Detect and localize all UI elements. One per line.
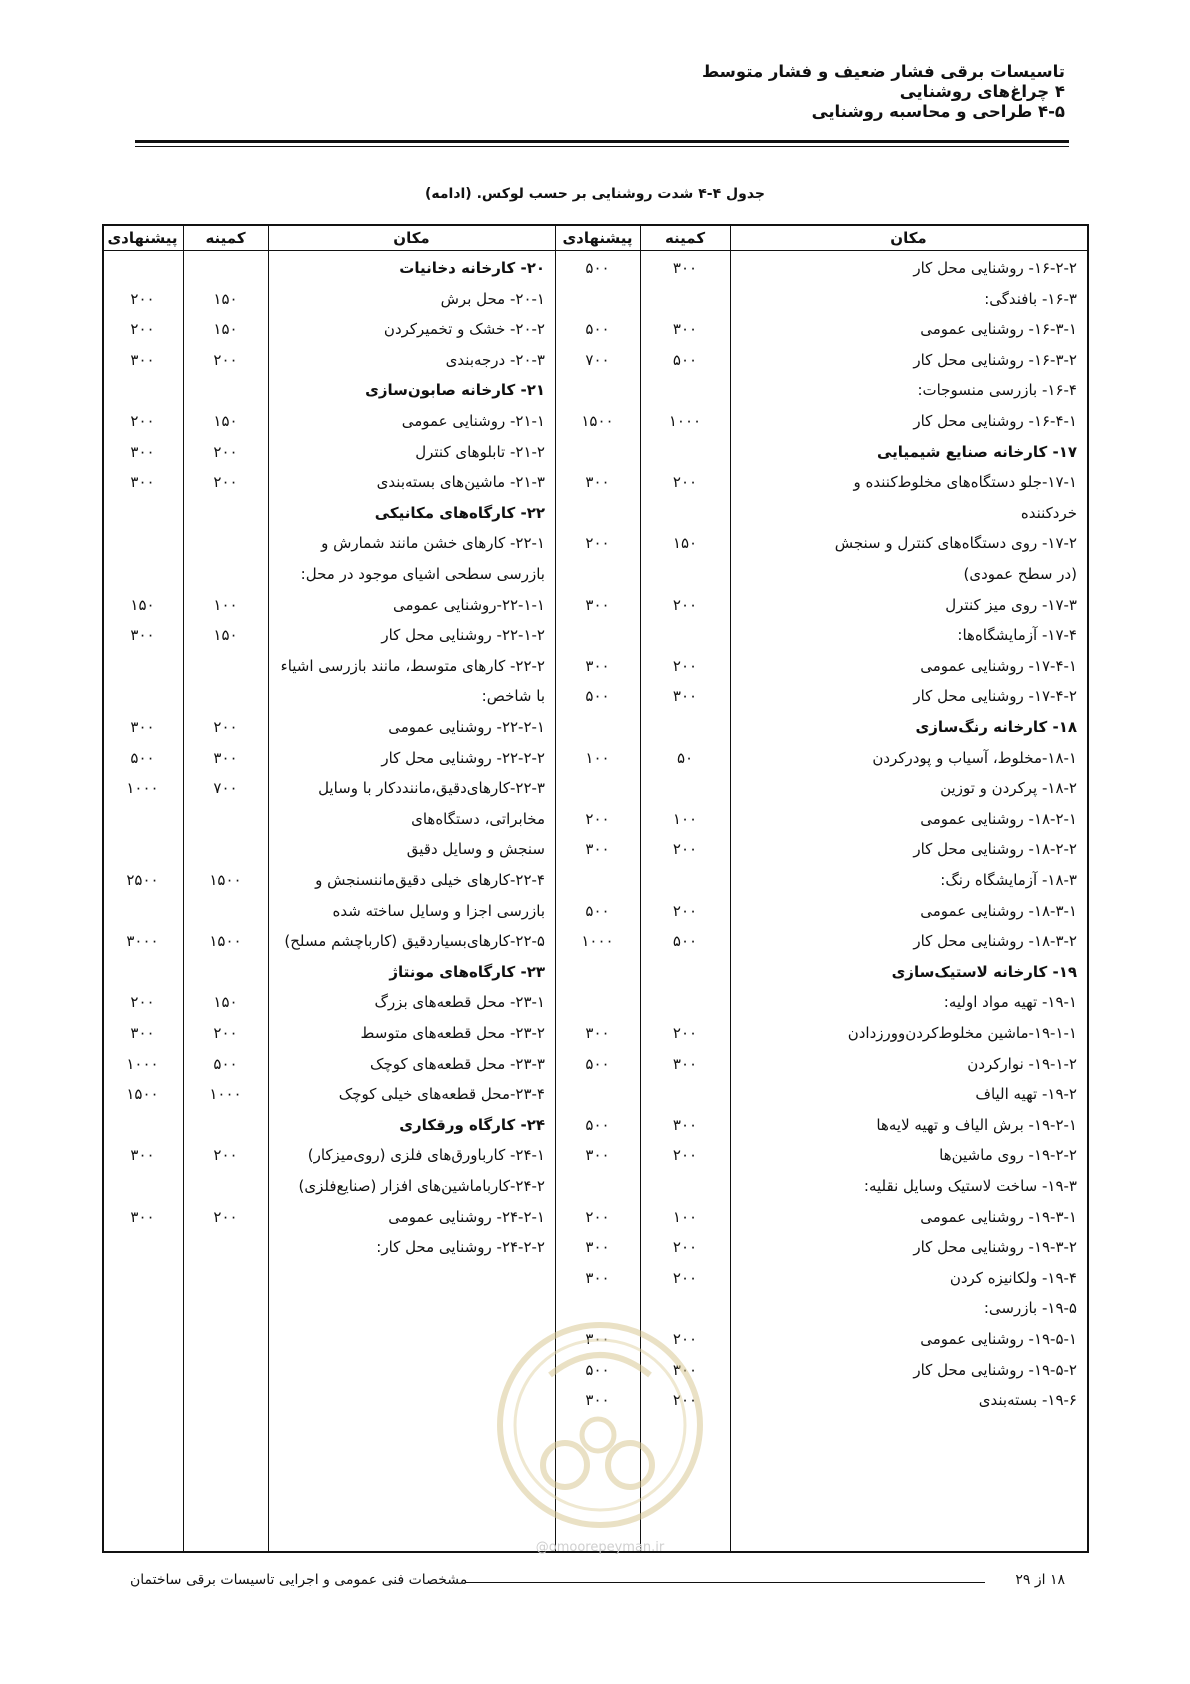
header-line-2: ۴ چراغ‌های روشنایی (899, 82, 1065, 101)
min-lux-cell: ۱۵۰ (213, 289, 238, 308)
place-cell: ۱۹-۴- ولکانیزه کردن (949, 1268, 1077, 1287)
column-header-place-right: مکان (890, 229, 927, 247)
place-cell: ۱۹- کارخانه لاستیک‌سازی (891, 962, 1077, 981)
place-cell: ۲۱-۱- روشنایی عمومی (401, 412, 545, 430)
place-cell: ۲۲-۲- کارهای متوسط، مانند بازرسی اشیاء (280, 656, 545, 675)
min-lux-cell (183, 1170, 268, 1202)
min-lux-cell: ۱۵۰۰ (209, 871, 242, 889)
min-lux-cell: ۳۰۰ (672, 1054, 698, 1073)
recommended-lux-cell: ۳۰۰ (130, 1024, 155, 1042)
footer-title: مشخصات فنی عمومی و اجرایی تاسیسات برقی ساختمان (130, 1572, 468, 1588)
header-line-3: ۴-۵ طراحی و محاسبه روشنایی (811, 102, 1065, 121)
watermark-text: @omoorepeyman.ir (535, 1540, 665, 1555)
recommended-lux-cell: ۱۰۰ (585, 748, 610, 767)
recommended-lux-cell: ۳۰۰ (585, 1330, 610, 1348)
recommended-lux-cell: ۵۰۰ (585, 1360, 610, 1379)
place-cell: بازرسی سطحی اشیای موجود در محل: (300, 565, 545, 583)
min-lux-cell (640, 374, 730, 406)
place-cell: ۱۹-۵-۱- روشنایی عمومی (920, 1330, 1077, 1348)
recommended-lux-cell (555, 1170, 640, 1202)
recommended-lux-cell: ۱۵۰ (130, 595, 155, 614)
min-lux-cell (183, 803, 268, 835)
place-cell: ۱۷-۴-۲- روشنایی محل کار (913, 687, 1077, 706)
recommended-lux-cell (555, 374, 640, 406)
place-cell: ۲۲-۱- کارهای خشن مانند شمارش و (321, 534, 545, 553)
min-lux-cell: ۲۰۰ (213, 1207, 238, 1226)
min-lux-cell: ۱۵۰ (672, 534, 698, 553)
min-lux-cell (183, 1109, 268, 1141)
place-cell: سنجش و وسایل دقیق (406, 840, 545, 859)
min-lux-cell (640, 864, 730, 896)
recommended-lux-cell: ۲۵۰۰ (126, 871, 159, 889)
recommended-lux-cell (555, 619, 640, 651)
recommended-lux-cell: ۵۰۰ (585, 901, 610, 920)
recommended-lux-cell (555, 558, 640, 590)
place-cell: ۱۹-۲-۲- روی ماشین‌ها (939, 1146, 1077, 1165)
place-cell: ۱۹-۱-۲- نوارکردن (967, 1054, 1077, 1073)
recommended-lux-cell: ۳۰۰ (585, 656, 610, 675)
recommended-lux-cell (102, 1170, 183, 1202)
recommended-lux-cell (102, 1231, 183, 1263)
place-cell: ۲۴-۲-کارباماشین‌های افزار (صنایع‌فلزی) (298, 1177, 545, 1195)
place-cell: ۱۷-۳- روی میز کنترل (945, 595, 1077, 614)
min-lux-cell: ۲۰۰ (672, 1146, 698, 1165)
place-cell: خردکننده (1020, 503, 1077, 522)
recommended-lux-cell (555, 711, 640, 743)
min-lux-cell: ۱۰۰۰ (209, 1085, 242, 1104)
recommended-lux-cell: ۱۰۰۰ (126, 1054, 159, 1073)
recommended-lux-cell (555, 497, 640, 529)
recommended-lux-cell: ۳۰۰ (130, 1207, 155, 1226)
min-lux-cell: ۱۰۰ (672, 1207, 698, 1226)
recommended-lux-cell: ۵۰۰ (130, 748, 155, 767)
recommended-lux-cell: ۳۰۰ (130, 626, 155, 645)
recommended-lux-cell: ۳۰۰ (585, 1268, 610, 1287)
recommended-lux-cell: ۱۵۰۰ (126, 1085, 159, 1104)
recommended-lux-cell: ۷۰۰ (585, 350, 610, 369)
place-cell: ۲۰-۳- درجه‌بندی (445, 350, 545, 369)
recommended-lux-cell: ۳۰۰ (130, 442, 155, 461)
place-cell: ۱۷-۱-جلو دستگاه‌های مخلوط‌کننده و (853, 473, 1077, 492)
recommended-lux-cell (102, 833, 183, 865)
min-lux-cell: ۲۰۰ (672, 473, 698, 492)
place-cell: ۲۳-۱- محل قطعه‌های بزرگ (374, 993, 545, 1012)
place-cell: ۲۱-۲- تابلوهای کنترل (415, 442, 545, 461)
min-lux-cell (640, 1170, 730, 1202)
min-lux-cell (640, 772, 730, 804)
recommended-lux-cell (102, 1109, 183, 1141)
place-cell: ۲۱- کارخانه صابون‌سازی (365, 381, 545, 400)
recommended-lux-cell: ۳۰۰ (585, 473, 610, 492)
min-lux-cell (183, 527, 268, 559)
min-lux-cell: ۲۰۰ (672, 840, 698, 859)
recommended-lux-cell: ۲۰۰ (130, 289, 155, 308)
recommended-lux-cell (102, 527, 183, 559)
min-lux-cell (640, 956, 730, 988)
min-lux-cell: ۱۰۰ (213, 595, 238, 614)
min-lux-cell: ۱۵۰۰ (209, 932, 242, 951)
min-lux-cell (183, 956, 268, 988)
place-cell: ۱۶-۳-۱- روشنایی عمومی (920, 320, 1077, 339)
place-cell: ۲۲- کارگاه‌های مکانیکی (374, 503, 545, 522)
place-cell: ۲۴- کارگاه ورقکاری (399, 1115, 545, 1134)
min-lux-cell: ۵۰ (676, 748, 694, 767)
place-cell: ۲۳- کارگاه‌های مونتاژ (389, 962, 545, 981)
place-cell: ۲۲-۲-۲- روشنایی محل کار (381, 748, 545, 767)
place-cell: ۲۲-۳-کارهای‌دقیق،ماننددکار با وسایل (318, 779, 545, 798)
min-lux-cell: ۲۰۰ (213, 1146, 238, 1165)
place-cell: مخابراتی، دستگاه‌های (411, 809, 545, 828)
place-cell: ۱۸- کارخانه رنگ‌سازی (915, 718, 1077, 736)
place-cell: ۱۹-۳-۱- روشنایی عمومی (920, 1207, 1077, 1226)
recommended-lux-cell (102, 374, 183, 406)
place-cell: ۱۸-۲- پرکردن و توزین (940, 779, 1077, 798)
recommended-lux-cell (102, 803, 183, 835)
min-lux-cell (183, 558, 268, 590)
min-lux-cell: ۲۰۰ (672, 1024, 698, 1042)
min-lux-cell: ۱۵۰ (213, 993, 238, 1012)
place-cell: ۱۶-۲-۲- روشنایی محل کار (913, 259, 1077, 277)
min-lux-cell: ۱۵۰ (213, 412, 238, 430)
recommended-lux-cell (555, 1078, 640, 1110)
footer-rule (465, 1582, 985, 1583)
place-cell: ۱۸-۳-۱- روشنایی عمومی (920, 901, 1077, 920)
min-lux-cell: ۲۰۰ (672, 656, 698, 675)
min-lux-cell: ۱۵۰ (213, 626, 238, 645)
recommended-lux-cell: ۲۰۰ (585, 1207, 610, 1226)
min-lux-cell (183, 1231, 268, 1263)
recommended-lux-cell: ۳۰۰ (585, 1391, 610, 1410)
recommended-lux-cell (555, 772, 640, 804)
min-lux-cell: ۲۰۰ (672, 1391, 698, 1410)
recommended-lux-cell: ۲۰۰ (585, 534, 610, 553)
place-cell: ۲۳-۳- محل قطعه‌های کوچک (370, 1054, 545, 1073)
place-cell: ۱۹-۳- ساخت لاستیک وسایل نقلیه: (863, 1177, 1077, 1195)
place-cell: ۱۷- کارخانه صنایع شیمیایی (877, 442, 1077, 461)
place-cell: ۲۴-۲-۱- روشنایی عمومی (388, 1207, 545, 1226)
place-cell: ۱۷-۲- روی دستگاه‌های کنترل و سنجش (834, 534, 1077, 553)
recommended-lux-cell: ۵۰۰ (585, 687, 610, 706)
recommended-lux-cell (102, 252, 183, 284)
min-lux-cell (640, 1078, 730, 1110)
place-cell: ۲۰-۲- خشک و تخمیرکردن (383, 320, 545, 339)
recommended-lux-cell: ۳۰۰ (130, 718, 155, 736)
place-cell: ۲۳-۴-محل قطعه‌های خیلی کوچک (338, 1085, 545, 1104)
min-lux-cell: ۳۰۰ (672, 687, 698, 706)
recommended-lux-cell (555, 986, 640, 1018)
min-lux-cell: ۳۰۰ (672, 320, 698, 339)
place-cell: با شاخص: (481, 687, 545, 706)
place-cell: (در سطح عمودی) (963, 565, 1077, 583)
min-lux-cell: ۳۰۰ (672, 1360, 698, 1379)
recommended-lux-cell: ۲۰۰ (130, 320, 155, 339)
min-lux-cell: ۲۰۰ (213, 718, 238, 736)
recommended-lux-cell: ۳۰۰ (585, 1146, 610, 1165)
place-cell: ۲۲-۱-۱-روشنایی عمومی (393, 595, 545, 614)
place-cell: ۱۹-۲- تهیه الیاف (975, 1085, 1077, 1104)
recommended-lux-cell (555, 864, 640, 896)
min-lux-cell: ۲۰۰ (672, 1330, 698, 1348)
place-cell: ۱۷-۴- آزمایشگاه‌ها: (957, 626, 1077, 645)
recommended-lux-cell (102, 680, 183, 712)
recommended-lux-cell (102, 650, 183, 682)
min-lux-cell: ۳۰۰ (213, 748, 238, 767)
min-lux-cell: ۳۰۰ (672, 259, 698, 277)
place-cell: ۱۹-۵- بازرسی: (983, 1299, 1077, 1318)
place-cell: ۲۰-۱- محل برش (440, 289, 545, 308)
min-lux-cell: ۲۰۰ (213, 473, 238, 492)
watermark-seal-icon (490, 1315, 710, 1535)
min-lux-cell: ۲۰۰ (213, 442, 238, 461)
place-cell: ۱۹-۲-۱- برش الیاف و تهیه لایه‌ها (876, 1115, 1077, 1134)
recommended-lux-cell (102, 956, 183, 988)
recommended-lux-cell: ۵۰۰ (585, 320, 610, 339)
place-cell: ۱۸-۲-۱- روشنایی عمومی (920, 809, 1077, 828)
column-header-recommended-right: پیشنهادی (562, 229, 633, 247)
place-cell: ۱۹-۶- بسته‌بندی (978, 1391, 1077, 1410)
place-cell: ۲۱-۳- ماشین‌های بسته‌بندی (376, 473, 545, 492)
recommended-lux-cell: ۱۰۰۰ (126, 779, 159, 798)
recommended-lux-cell: ۳۰۰ (585, 1024, 610, 1042)
min-lux-cell: ۲۰۰ (672, 1238, 698, 1257)
min-lux-cell: ۲۰۰ (672, 901, 698, 920)
place-cell: ۱۶-۴- بازرسی منسوجات: (917, 381, 1077, 400)
min-lux-cell (183, 252, 268, 284)
min-lux-cell (183, 374, 268, 406)
min-lux-cell (640, 283, 730, 315)
place-cell: ۱۹-۱- تهیه مواد اولیه: (943, 993, 1077, 1012)
min-lux-cell (640, 711, 730, 743)
min-lux-cell (640, 436, 730, 468)
header-rule (135, 140, 1069, 143)
column-header-min-left: کمینه (205, 229, 246, 247)
recommended-lux-cell (555, 436, 640, 468)
min-lux-cell: ۵۰۰ (672, 350, 698, 369)
place-cell: ۲۳-۲- محل قطعه‌های متوسط (360, 1024, 545, 1042)
place-cell: ۱۶-۳-۲- روشنایی محل کار (913, 350, 1077, 369)
min-lux-cell (640, 986, 730, 1018)
table-caption: جدول ۴-۴ شدت روشنایی بر حسب لوکس. (ادامه) (424, 186, 766, 202)
min-lux-cell: ۱۵۰ (213, 320, 238, 339)
min-lux-cell (640, 497, 730, 529)
min-lux-cell (183, 895, 268, 927)
recommended-lux-cell (555, 956, 640, 988)
min-lux-cell: ۵۰۰ (213, 1054, 238, 1073)
min-lux-cell: ۳۰۰ (672, 1115, 698, 1134)
min-lux-cell: ۷۰۰ (213, 779, 238, 798)
recommended-lux-cell: ۳۰۰ (130, 350, 155, 369)
recommended-lux-cell (102, 895, 183, 927)
min-lux-cell (183, 833, 268, 865)
min-lux-cell (640, 619, 730, 651)
place-cell: ۲۲-۴-کارهای خیلی دقیق‌ماننسنجش و (315, 871, 545, 889)
recommended-lux-cell: ۳۰۰ (130, 473, 155, 492)
recommended-lux-cell: ۲۰۰ (585, 809, 610, 828)
place-cell: ۲۰- کارخانه دخانیات (399, 259, 545, 277)
column-header-min-right: کمینه (664, 229, 706, 247)
min-lux-cell: ۱۰۰ (672, 809, 698, 828)
header-rule-thin (135, 146, 1069, 147)
page-header (125, 62, 1065, 122)
place-cell: ۲۲-۲-۱- روشنایی عمومی (388, 718, 545, 736)
place-cell: ۱۶-۳- بافندگی: (984, 289, 1077, 308)
place-cell: ۱۸-۱-مخلوط، آسیاب و پودرکردن (872, 748, 1077, 767)
recommended-lux-cell: ۳۰۰ (585, 595, 610, 614)
place-cell: ۲۴-۱- کارباورق‌های فلزی (روی‌میزکار) (307, 1146, 545, 1165)
place-cell: ۱۹-۳-۲- روشنایی محل کار (913, 1238, 1077, 1257)
recommended-lux-cell: ۳۰۰ (130, 1146, 155, 1165)
min-lux-cell (640, 558, 730, 590)
min-lux-cell: ۲۰۰ (672, 1268, 698, 1287)
recommended-lux-cell: ۳۰۰۰ (126, 932, 159, 951)
column-header-recommended-left: پیشنهادی (107, 229, 178, 247)
recommended-lux-cell (102, 497, 183, 529)
min-lux-cell: ۲۰۰ (213, 1024, 238, 1042)
header-divider (102, 250, 1089, 251)
recommended-lux-cell: ۲۰۰ (130, 412, 155, 430)
place-cell: بازرسی اجزا و وسایل ساخته شده (332, 901, 545, 920)
place-cell: ۱۸-۳-۲- روشنایی محل کار (913, 932, 1077, 951)
recommended-lux-cell (102, 558, 183, 590)
place-cell: ۱۶-۴-۱- روشنایی محل کار (913, 412, 1077, 430)
recommended-lux-cell: ۱۵۰۰ (581, 412, 614, 430)
recommended-lux-cell: ۱۰۰۰ (581, 932, 614, 951)
column-header-place-left: مکان (393, 229, 430, 247)
min-lux-cell (183, 497, 268, 529)
place-cell: ۱۷-۴-۱- روشنایی عمومی (920, 656, 1077, 675)
min-lux-cell: ۱۰۰۰ (668, 412, 702, 430)
min-lux-cell (183, 650, 268, 682)
recommended-lux-cell: ۳۰۰ (585, 840, 610, 859)
place-cell: ۲۲-۵-کارهای‌بسیاردقیق (کارباچشم مسلح) (284, 932, 545, 951)
header-line-1: تاسیسات برقی فشار ضعیف و فشار متوسط (701, 62, 1065, 81)
min-lux-cell: ۲۰۰ (672, 595, 698, 614)
place-cell: ۱۸-۲-۲- روشنایی محل کار (913, 840, 1077, 859)
place-cell: ۱۸-۳- آزمایشگاه رنگ: (940, 871, 1077, 889)
recommended-lux-cell: ۳۰۰ (585, 1238, 610, 1257)
recommended-lux-cell: ۵۰۰ (585, 1054, 610, 1073)
place-cell: ۲۲-۱-۲- روشنایی محل کار (381, 626, 545, 645)
place-cell: ۲۴-۲-۲- روشنایی محل کار: (376, 1238, 545, 1257)
recommended-lux-cell: ۵۰۰ (585, 259, 610, 277)
min-lux-cell: ۵۰۰ (672, 932, 698, 951)
recommended-lux-cell: ۵۰۰ (585, 1115, 610, 1134)
min-lux-cell: ۲۰۰ (213, 350, 238, 369)
footer-page-number: ۱۸ از ۲۹ (1015, 1572, 1065, 1588)
recommended-lux-cell: ۲۰۰ (130, 993, 155, 1012)
place-cell: ۱۹-۱-۱-ماشین مخلوط‌کردن‌وورزدادن (847, 1024, 1077, 1042)
recommended-lux-cell (555, 283, 640, 315)
min-lux-cell (183, 680, 268, 712)
place-cell: ۱۹-۵-۲- روشنایی محل کار (913, 1360, 1077, 1379)
